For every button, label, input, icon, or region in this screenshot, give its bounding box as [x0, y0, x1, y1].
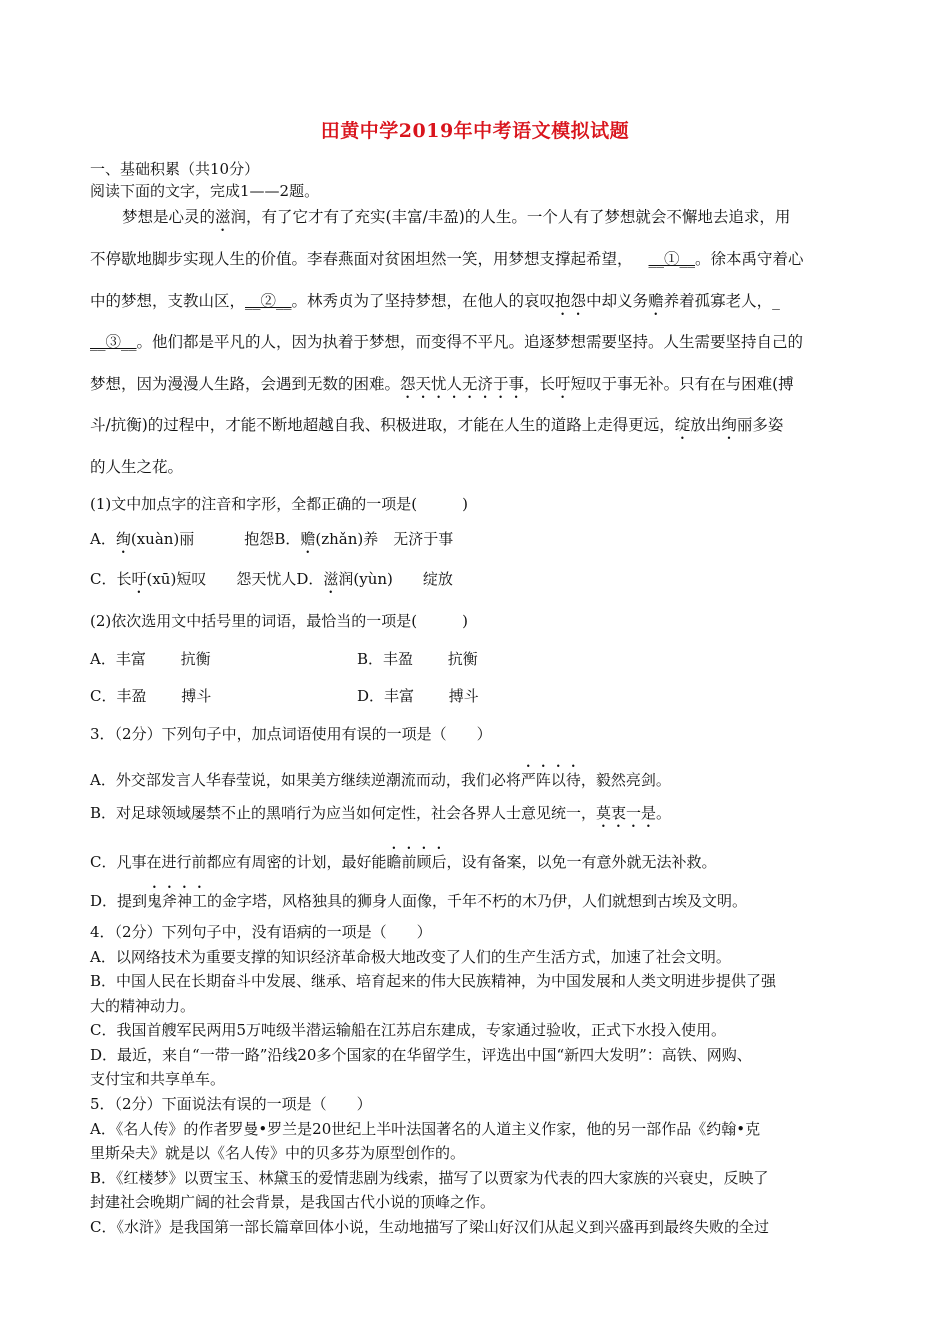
question-5-stem: 5．（2分）下面说法有误的一项是（ ）: [90, 1095, 372, 1113]
question-2-stem: (2)依次选用文中括号里的词语，最恰当的一项是( ): [90, 612, 468, 630]
question-5-option-a-cont: 里斯朵夫》就是以《名人传》中的贝多芬为原型创作的。: [90, 1144, 466, 1162]
question-1-stem: (1)文中加点字的注音和字形，全都正确的一项是( ): [90, 495, 468, 513]
passage-line: 不停歇地脚步实现人生的价值。李春燕面对贫困坦然一笑，用梦想支撑起希望， __①__。徐本禹守着心: [90, 250, 804, 268]
question-3-option-b: B．对足球领域屡禁不止的黑哨行为应当如何定性，社会各界人士意见统一，莫衷一是。: [90, 804, 672, 822]
passage-line: 斗/抗衡)的过程中，才能不断地超越自我、积极进取，才能在人生的道路上走得更远，绽放出绚丽多姿: [90, 416, 784, 434]
passage-line: 梦想，因为漫漫人生路，会遇到无数的困难。怨天忧人无济于事，长吁短叹于事无补。只有在与困难(搏: [90, 375, 794, 393]
question-5-option-b-cont: 封建社会晚期广阔的社会背景，是我国古代小说的顶峰之作。: [90, 1193, 496, 1211]
section-instruction: 阅读下面的文字，完成1——2题。: [90, 182, 320, 200]
question-5-option-a: A．《名人传》的作者罗曼•罗兰是20世纪上半叶法国著名的人道主义作家，他的另一部作品《约翰•克: [90, 1120, 761, 1138]
question-3-option-a: A．外交部发言人华春莹说，如果美方继续逆潮流而动，我们必将严阵以待，毅然亮剑。: [90, 771, 671, 789]
question-2-option-a: A．丰富 抗衡: [90, 650, 211, 668]
question-4-option-b: B．中国人民在长期奋斗中发展、继承、培育起来的伟大民族精神，为中国发展和人类文明进步提供了强: [90, 972, 777, 990]
question-4-option-d-cont: 支付宝和共享单车。: [90, 1070, 226, 1088]
question-1-options-cd: C．长吁(xū)短叹 怨天忧人D．滋润(yùn) 绽放: [90, 570, 453, 588]
question-4-option-a: A．以网络技术为重要支撑的知识经济革命极大地改变了人们的生产生活方式，加速了社会文明。: [90, 948, 731, 966]
question-3-stem: 3．（2分）下列句子中，加点词语使用有误的一项是（ ）: [90, 725, 492, 743]
question-4-option-d: D．最近，来自“一带一路”沿线20多个国家的在华留学生，评选出中国“新四大发明”：高铁、网购、: [90, 1046, 752, 1064]
question-3-option-c: C．凡事在进行前都应有周密的计划，最好能瞻前顾后，设有备案，以免一有意外就无法补救。: [90, 853, 717, 871]
question-2-option-b: B．丰盈 抗衡: [357, 650, 478, 668]
question-3-option-d: D．提到鬼斧神工的金字塔，风格独具的狮身人面像，千年不朽的木乃伊，人们就想到古埃及文明。: [90, 892, 748, 910]
passage-line: 的人生之花。: [90, 458, 184, 476]
section-heading: 一、基础积累（共10分）: [90, 160, 260, 178]
passage-line: 中的梦想，支教山区，__②__。林秀贞为了坚持梦想，在他人的哀叹抱怨中却义务赡养着孤寡老人，_: [90, 292, 780, 310]
question-4-stem: 4．（2分）下列句子中，没有语病的一项是（ ）: [90, 923, 432, 941]
question-2-option-d: D．丰富 搏斗: [357, 687, 479, 705]
question-4-option-c: C．我国首艘军民两用5万吨级半潜运输船在江苏启东建成，专家通过验收，正式下水投入使用。: [90, 1021, 727, 1039]
passage-line: 梦想是心灵的滋润，有了它才有了充实(丰富/丰盈)的人生。一个人有了梦想就会不懈地去追求，用: [122, 208, 791, 226]
question-2-option-c: C．丰盈 搏斗: [90, 687, 212, 705]
question-4-option-b-cont: 大的精神动力。: [90, 997, 196, 1015]
passage-line: __③__。他们都是平凡的人，因为执着于梦想，而变得不平凡。追逐梦想需要坚持。人生需要坚持自己的: [90, 333, 804, 351]
page-title: 田黄中学2019年中考语文模拟试题: [320, 120, 630, 142]
question-5-option-c: C．《水浒》是我国第一部长篇章回体小说，生动地描写了梁山好汉们从起义到兴盛再到最终失败的全过: [90, 1218, 769, 1236]
question-5-option-b: B．《红楼梦》以贾宝玉、林黛玉的爱情悲剧为线索，描写了以贾家为代表的四大家族的兴衰史，反映了: [90, 1169, 769, 1187]
question-1-options-ab: A．绚(xuàn)丽 抱怨B．赡(zhǎn)养 无济于事: [90, 530, 454, 548]
